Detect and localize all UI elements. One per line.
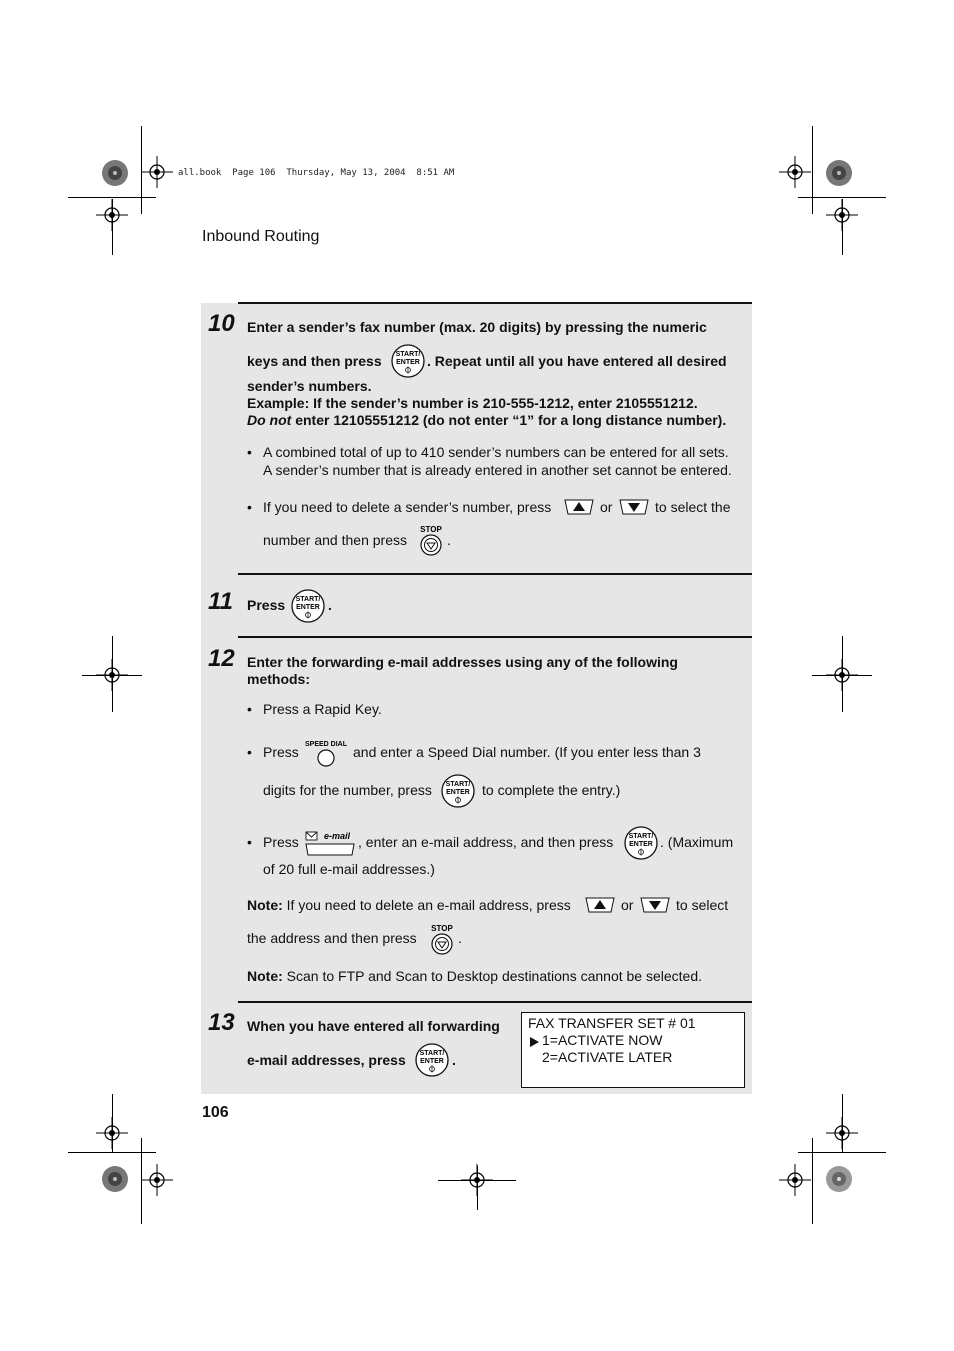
step-10-line-5 <box>247 412 726 429</box>
registration-target-icon <box>141 1164 173 1196</box>
step-10-line-2b: . Repeat until all you have entered all desired <box>427 353 727 369</box>
stop-key-icon <box>428 922 456 956</box>
start-enter-key-icon <box>389 344 427 378</box>
step-divider <box>238 636 752 638</box>
crop-mark <box>842 199 843 255</box>
crop-mark <box>842 1094 843 1152</box>
star-target-icon <box>825 1165 853 1193</box>
step-12-bullet-2-a: and enter a Speed Dial number. (If you enter less than 3 <box>353 744 701 760</box>
crop-mark <box>68 197 156 198</box>
page-number: 106 <box>202 1104 229 1121</box>
start-enter-key-icon <box>289 589 327 623</box>
lcd-line-3: 2=ACTIVATE LATER <box>542 1049 673 1065</box>
bullet-dot: • <box>247 834 252 850</box>
step-12-bullet-3-press: Press <box>263 834 299 850</box>
step-11-end: . <box>328 597 332 613</box>
step-12-bullet-2-line-2b: to complete the entry.) <box>482 782 621 798</box>
note-label: Note: <box>247 968 283 984</box>
step-11-press: Press <box>247 597 286 613</box>
stop-key-label: STOP <box>431 924 453 933</box>
bullet-dot: • <box>247 701 252 717</box>
lcd-line-2: 1=ACTIVATE NOW <box>542 1032 663 1048</box>
step-12-note-1-line-2: the address and then press <box>247 930 417 946</box>
crop-mark <box>477 1166 478 1210</box>
step-10-bullet-2-a: If you need to delete a sender’s number, press <box>263 499 552 515</box>
key-label-enter: ENTER <box>296 604 320 611</box>
crop-mark <box>812 1138 813 1224</box>
step-12-note-1-end: . <box>458 930 462 946</box>
step-12-note-1-b: to select <box>676 897 729 913</box>
step-10-line-2a: keys and then press <box>247 353 382 369</box>
step-number: 11 <box>208 588 233 615</box>
lcd-display <box>521 1012 745 1088</box>
up-arrow-key-icon <box>563 498 595 516</box>
step-10-bullet-2-b: to select the <box>655 499 731 515</box>
key-label-enter: ENTER <box>420 1058 444 1065</box>
note-1-text-a: If you need to delete an e-mail address, press <box>282 897 571 913</box>
step-13-end: . <box>452 1052 456 1068</box>
start-enter-key-icon <box>439 774 477 808</box>
registration-target-icon <box>141 156 173 188</box>
down-arrow-key-icon <box>618 498 650 516</box>
pointer-arrow-icon <box>530 1037 539 1047</box>
bullet-dot: • <box>247 499 252 515</box>
step-divider <box>238 1001 752 1003</box>
up-arrow-key-icon <box>584 896 616 914</box>
crop-mark <box>68 1152 156 1153</box>
do-not-emphasis: Do not <box>247 412 292 428</box>
step-10-bullet-2-or: or <box>600 499 613 515</box>
registration-target-icon <box>779 1164 811 1196</box>
step-12-note-2 <box>247 968 702 985</box>
step-12-bullet-3-line-2: of 20 full e-mail addresses.) <box>263 861 435 877</box>
step-10-line-1: Enter a sender’s fax number (max. 20 digits) by pressing the numeric <box>247 319 707 335</box>
note-label: Note: <box>247 897 283 913</box>
note-2-text: Scan to FTP and Scan to Desktop destinations cannot be selected. <box>282 968 703 984</box>
stop-key-label: STOP <box>420 525 442 534</box>
step-13-line-2: e-mail addresses, press <box>247 1052 406 1068</box>
step-number: 13 <box>208 1009 235 1036</box>
crop-mark <box>438 1180 516 1181</box>
speed-dial-key-icon <box>305 738 347 768</box>
bullet-dot: • <box>247 444 252 460</box>
step-number: 10 <box>208 310 235 337</box>
key-label-start: START/ <box>295 596 321 603</box>
crop-mark <box>112 1094 113 1152</box>
key-label-start: START/ <box>419 1050 445 1057</box>
key-label-start: START/ <box>628 833 654 840</box>
step-12-bullet-3-a: , enter an e-mail address, and then press <box>358 834 614 850</box>
down-arrow-key-icon <box>639 896 671 914</box>
start-enter-key-icon <box>413 1043 451 1077</box>
print-info-line: all.book Page 106 Thursday, May 13, 2004 8:51 AM <box>178 168 455 178</box>
step-divider <box>238 573 752 575</box>
step-divider <box>238 302 752 304</box>
star-target-icon <box>101 159 129 187</box>
step-13-line-1: When you have entered all forwarding <box>247 1018 500 1034</box>
key-label-start: START/ <box>395 351 421 358</box>
step-10-line-5b: enter 12105551212 (do not enter “1” for a long distance number). <box>291 412 727 428</box>
step-12-note-1-or: or <box>621 897 634 913</box>
step-12-note-1 <box>247 897 571 914</box>
step-10-bullet-2-end: . <box>447 532 451 548</box>
step-number: 12 <box>208 645 235 672</box>
key-label-enter: ENTER <box>446 789 470 796</box>
crop-mark <box>112 199 113 255</box>
step-10-bullet-1-line-1: A combined total of up to 410 sender’s numbers can be entered for all sets. <box>263 444 729 460</box>
bullet-dot: • <box>247 744 252 760</box>
step-12-bullet-1: Press a Rapid Key. <box>263 701 382 717</box>
step-10-line-3: sender’s numbers. <box>247 378 372 394</box>
speed-dial-key-label: SPEED DIAL <box>305 741 347 748</box>
step-12-line-2: methods: <box>247 671 310 687</box>
lcd-line-1: FAX TRANSFER SET # 01 <box>528 1015 696 1031</box>
key-label-enter: ENTER <box>629 841 653 848</box>
step-10-example: Example: If the sender’s number is 210-555-1212, enter 2105551212. <box>247 395 698 411</box>
star-target-icon <box>825 159 853 187</box>
crop-mark <box>82 675 142 676</box>
crop-mark <box>842 636 843 712</box>
crop-mark <box>812 126 813 214</box>
crop-mark <box>812 675 872 676</box>
stop-key-icon <box>417 523 445 557</box>
star-target-icon <box>101 1165 129 1193</box>
section-title: Inbound Routing <box>202 228 320 245</box>
registration-target-icon <box>779 156 811 188</box>
step-10-bullet-2-line-2: number and then press <box>263 532 407 548</box>
step-12-bullet-2-line-2a: digits for the number, press <box>263 782 432 798</box>
email-key-label: e-mail <box>323 831 351 841</box>
crop-mark <box>112 636 113 712</box>
step-12-bullet-2-press: Press <box>263 744 299 760</box>
key-label-enter: ENTER <box>396 359 420 366</box>
key-label-start: START/ <box>445 781 471 788</box>
email-key-icon <box>303 828 357 858</box>
start-enter-key-icon <box>622 826 660 860</box>
step-10-bullet-1-line-2: A sender’s number that is already entered in another set cannot be entered. <box>263 462 732 478</box>
step-12-bullet-3-b: . (Maximum <box>660 834 734 850</box>
crop-mark <box>798 197 886 198</box>
step-12-line-1: Enter the forwarding e-mail addresses using any of the following <box>247 654 678 670</box>
